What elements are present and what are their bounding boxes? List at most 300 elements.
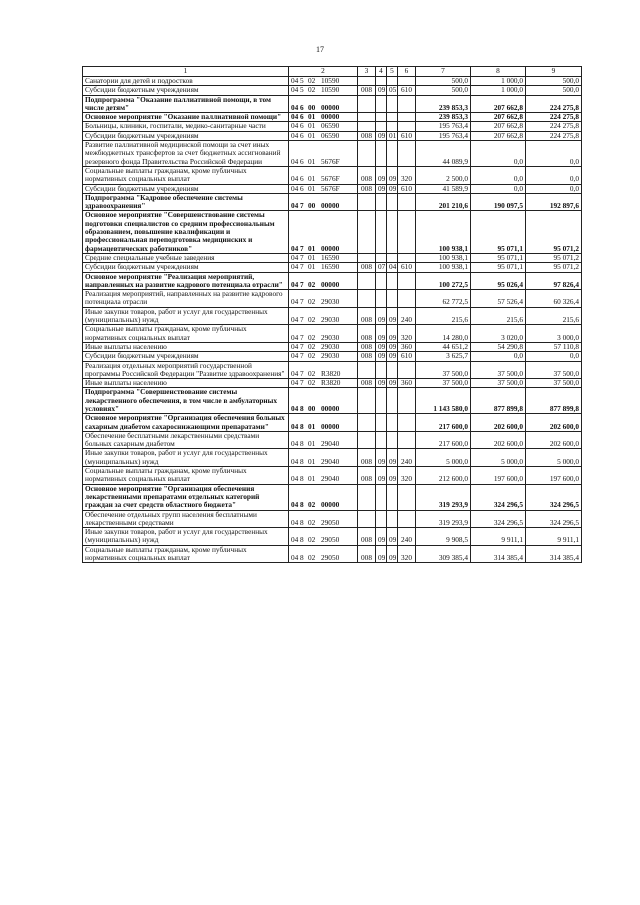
code-direction: 10590 bbox=[321, 85, 340, 95]
column-header: 7 bbox=[416, 67, 471, 77]
code-event: 01 bbox=[308, 262, 316, 272]
table-row bbox=[83, 449, 582, 467]
code-event: 01 bbox=[308, 174, 316, 184]
code-subprogram: 7 bbox=[300, 297, 304, 307]
row-section bbox=[376, 431, 387, 449]
row-value-8: 1 000,0 bbox=[471, 86, 526, 95]
code-subprogram: 8 bbox=[300, 535, 304, 545]
row-value-7: 309 385,4 bbox=[416, 545, 471, 563]
code-event: 00 bbox=[308, 102, 316, 112]
row-value-7: 217 600,0 bbox=[416, 414, 471, 432]
row-value-7: 37 500,0 bbox=[416, 361, 471, 379]
row-section bbox=[376, 211, 387, 253]
row-section bbox=[376, 141, 387, 167]
code-program: 04 bbox=[291, 112, 299, 122]
code-program: 04 bbox=[291, 156, 299, 166]
row-value-7: 215,6 bbox=[416, 307, 471, 325]
row-value-9: 877 899,8 bbox=[526, 388, 582, 414]
code-program: 04 bbox=[291, 131, 299, 140]
row-value-7: 195 763,4 bbox=[416, 122, 471, 131]
code-subprogram: 8 bbox=[300, 421, 304, 431]
row-ministry: 008 bbox=[358, 449, 376, 467]
row-subsection: 09 bbox=[387, 352, 398, 361]
row-expense-type bbox=[398, 272, 416, 290]
column-header: 9 bbox=[526, 67, 582, 77]
row-code bbox=[289, 77, 358, 86]
code-direction: 29030 bbox=[321, 332, 340, 342]
code-subprogram: 6 bbox=[300, 156, 304, 166]
code-program: 04 bbox=[291, 315, 299, 325]
row-value-7: 5 000,0 bbox=[416, 449, 471, 467]
code-program: 04 bbox=[291, 253, 299, 262]
row-value-9: 314 385,4 bbox=[526, 545, 582, 563]
row-subsection: 09 bbox=[387, 449, 398, 467]
row-section: 09 bbox=[376, 307, 387, 325]
row-section: 09 bbox=[376, 379, 387, 388]
code-program: 04 bbox=[291, 474, 299, 484]
code-direction: 00000 bbox=[321, 243, 340, 253]
row-name: Субсидии бюджетным учреждениям bbox=[83, 131, 289, 140]
code-event: 00 bbox=[308, 201, 316, 211]
row-name: Основное мероприятие "Организация обеспечения лекарственными препаратами отдельных категорий граждан за счет средств областного бюджета" bbox=[83, 484, 289, 510]
row-expense-type bbox=[398, 113, 416, 122]
table-row bbox=[83, 528, 582, 546]
row-value-8: 95 071,1 bbox=[471, 253, 526, 262]
row-ministry bbox=[358, 253, 376, 262]
row-ministry: 008 bbox=[358, 545, 376, 563]
row-value-7: 319 293,9 bbox=[416, 510, 471, 528]
table-row bbox=[83, 86, 582, 95]
row-value-9: 192 897,6 bbox=[526, 193, 582, 211]
row-value-7: 500,0 bbox=[416, 77, 471, 86]
row-expense-type: 610 bbox=[398, 263, 416, 272]
table-row bbox=[83, 131, 582, 140]
code-subprogram: 6 bbox=[300, 184, 304, 193]
code-subprogram: 8 bbox=[300, 456, 304, 466]
row-section: 09 bbox=[376, 184, 387, 193]
code-subprogram: 7 bbox=[300, 351, 304, 361]
row-value-7: 201 210,6 bbox=[416, 193, 471, 211]
row-value-7: 500,0 bbox=[416, 86, 471, 95]
code-direction: 00000 bbox=[321, 403, 340, 413]
code-subprogram: 8 bbox=[300, 439, 304, 449]
code-subprogram: 8 bbox=[300, 500, 304, 510]
row-value-9: 324 296,5 bbox=[526, 510, 582, 528]
code-program: 04 bbox=[291, 297, 299, 307]
table-row bbox=[83, 263, 582, 272]
row-value-9: 37 500,0 bbox=[526, 379, 582, 388]
code-direction: 29030 bbox=[321, 351, 340, 361]
code-event: 02 bbox=[308, 553, 316, 563]
row-expense-type: 610 bbox=[398, 131, 416, 140]
row-subsection bbox=[387, 253, 398, 262]
code-direction: 29050 bbox=[321, 517, 340, 527]
code-direction: 00000 bbox=[321, 500, 340, 510]
table-row bbox=[83, 352, 582, 361]
code-program: 04 bbox=[291, 378, 299, 388]
row-value-7: 195 763,4 bbox=[416, 131, 471, 140]
row-value-8: 5 000,0 bbox=[471, 449, 526, 467]
row-section bbox=[376, 122, 387, 131]
code-direction: 29040 bbox=[321, 474, 340, 484]
row-code bbox=[289, 193, 358, 211]
row-subsection: 09 bbox=[387, 307, 398, 325]
row-value-8: 0,0 bbox=[471, 352, 526, 361]
code-event: 01 bbox=[308, 474, 316, 484]
row-value-7: 319 293,9 bbox=[416, 484, 471, 510]
row-section bbox=[376, 388, 387, 414]
table-row bbox=[83, 388, 582, 414]
row-value-8: 0,0 bbox=[471, 141, 526, 167]
row-ministry bbox=[358, 361, 376, 379]
row-section bbox=[376, 113, 387, 122]
row-section: 09 bbox=[376, 528, 387, 546]
row-value-7: 217 600,0 bbox=[416, 431, 471, 449]
code-program: 04 bbox=[291, 121, 299, 131]
row-code bbox=[289, 388, 358, 414]
page-number: 17 bbox=[316, 45, 324, 54]
row-section: 09 bbox=[376, 325, 387, 343]
row-value-9: 37 500,0 bbox=[526, 361, 582, 379]
row-value-7: 44 089,9 bbox=[416, 141, 471, 167]
code-direction: 29040 bbox=[321, 456, 340, 466]
row-section: 09 bbox=[376, 342, 387, 351]
table-row bbox=[83, 253, 582, 262]
row-expense-type: 320 bbox=[398, 325, 416, 343]
row-value-7: 9 908,5 bbox=[416, 528, 471, 546]
code-event: 02 bbox=[308, 332, 316, 342]
row-ministry bbox=[358, 193, 376, 211]
code-direction: 29040 bbox=[321, 439, 340, 449]
row-code bbox=[289, 272, 358, 290]
row-expense-type bbox=[398, 510, 416, 528]
row-value-9: 224 275,8 bbox=[526, 122, 582, 131]
column-header: 8 bbox=[471, 67, 526, 77]
row-name: Подпрограмма "Кадровое обеспечение системы здравоохранения" bbox=[83, 193, 289, 211]
column-header: 1 bbox=[83, 67, 289, 77]
row-expense-type: 610 bbox=[398, 86, 416, 95]
row-name: Иные закупки товаров, работ и услуг для государственных (муниципальных) нужд bbox=[83, 449, 289, 467]
row-code bbox=[289, 545, 358, 563]
row-ministry: 008 bbox=[358, 528, 376, 546]
row-value-8: 0,0 bbox=[471, 184, 526, 193]
code-event: 02 bbox=[308, 297, 316, 307]
table-body bbox=[83, 77, 582, 563]
code-program: 04 bbox=[291, 262, 299, 272]
row-value-8: 207 662,8 bbox=[471, 95, 526, 113]
row-section bbox=[376, 95, 387, 113]
code-subprogram: 7 bbox=[300, 315, 304, 325]
row-code bbox=[289, 414, 358, 432]
row-code bbox=[289, 290, 358, 308]
row-subsection bbox=[387, 388, 398, 414]
row-ministry: 008 bbox=[358, 467, 376, 485]
row-name: Иные закупки товаров, работ и услуг для государственных (муниципальных) нужд bbox=[83, 307, 289, 325]
code-direction: 00000 bbox=[321, 421, 340, 431]
row-value-8: 3 020,0 bbox=[471, 325, 526, 343]
code-direction: 06590 bbox=[321, 121, 340, 131]
row-value-8: 9 911,1 bbox=[471, 528, 526, 546]
code-subprogram: 7 bbox=[300, 253, 304, 262]
row-subsection: 04 bbox=[387, 263, 398, 272]
row-code bbox=[289, 325, 358, 343]
row-name: Основное мероприятие "Оказание паллиативной помощи" bbox=[83, 113, 289, 122]
row-expense-type: 360 bbox=[398, 342, 416, 351]
row-name: Санатории для детей и подростков bbox=[83, 77, 289, 86]
row-name: Больницы, клиники, госпитали, медико-санитарные части bbox=[83, 122, 289, 131]
row-ministry bbox=[358, 290, 376, 308]
row-value-8: 324 296,5 bbox=[471, 484, 526, 510]
row-code bbox=[289, 263, 358, 272]
row-value-9: 224 275,8 bbox=[526, 131, 582, 140]
row-value-9: 97 826,4 bbox=[526, 272, 582, 290]
table-row bbox=[83, 211, 582, 253]
row-subsection: 09 bbox=[387, 342, 398, 351]
code-program: 04 bbox=[291, 500, 299, 510]
table-row bbox=[83, 361, 582, 379]
row-ministry bbox=[358, 431, 376, 449]
row-name: Субсидии бюджетным учреждениям bbox=[83, 352, 289, 361]
code-program: 04 bbox=[291, 243, 299, 253]
row-value-9: 197 600,0 bbox=[526, 467, 582, 485]
column-header: 3 bbox=[358, 67, 376, 77]
code-event: 01 bbox=[308, 439, 316, 449]
row-ministry: 008 bbox=[358, 307, 376, 325]
row-name: Иные выплаты населению bbox=[83, 342, 289, 351]
row-value-9: 0,0 bbox=[526, 184, 582, 193]
row-code bbox=[289, 510, 358, 528]
row-expense-type bbox=[398, 77, 416, 86]
row-expense-type: 240 bbox=[398, 528, 416, 546]
row-code bbox=[289, 211, 358, 253]
code-program: 04 bbox=[291, 421, 299, 431]
table-row bbox=[83, 113, 582, 122]
table-row bbox=[83, 379, 582, 388]
row-subsection bbox=[387, 414, 398, 432]
code-event: 02 bbox=[308, 279, 316, 289]
row-subsection: 09 bbox=[387, 166, 398, 184]
row-code bbox=[289, 141, 358, 167]
row-value-9: 500,0 bbox=[526, 77, 582, 86]
code-subprogram: 7 bbox=[300, 279, 304, 289]
row-value-8: 37 500,0 bbox=[471, 379, 526, 388]
row-subsection bbox=[387, 193, 398, 211]
code-event: 02 bbox=[308, 85, 316, 95]
row-subsection bbox=[387, 431, 398, 449]
code-subprogram: 7 bbox=[300, 342, 304, 351]
row-ministry bbox=[358, 113, 376, 122]
code-direction: 5676F bbox=[321, 174, 340, 184]
code-direction: 06590 bbox=[321, 131, 340, 140]
row-ministry: 008 bbox=[358, 184, 376, 193]
code-direction: 5676F bbox=[321, 184, 340, 193]
row-section bbox=[376, 253, 387, 262]
code-direction: 16590 bbox=[321, 253, 340, 262]
row-code bbox=[289, 484, 358, 510]
code-event: 01 bbox=[308, 253, 316, 262]
row-value-8: 877 899,8 bbox=[471, 388, 526, 414]
row-ministry bbox=[358, 122, 376, 131]
row-value-7: 37 500,0 bbox=[416, 379, 471, 388]
row-value-8: 57 526,4 bbox=[471, 290, 526, 308]
row-subsection bbox=[387, 484, 398, 510]
row-name: Социальные выплаты гражданам, кроме публичных нормативных социальных выплат bbox=[83, 325, 289, 343]
code-program: 04 bbox=[291, 102, 299, 112]
code-direction: 5676F bbox=[321, 156, 340, 166]
row-code bbox=[289, 431, 358, 449]
row-value-8: 324 296,5 bbox=[471, 510, 526, 528]
row-expense-type bbox=[398, 193, 416, 211]
budget-table bbox=[82, 66, 582, 563]
row-name: Основное мероприятие "Совершенствование системы подготовки специалистов со средним профессиональным образованием, повышение квалификации и профессиональная переподготовка медицинских и фармацевтических работников" bbox=[83, 211, 289, 253]
table-row bbox=[83, 325, 582, 343]
row-name: Средние специальные учебные заведения bbox=[83, 253, 289, 262]
row-value-9: 215,6 bbox=[526, 307, 582, 325]
table-row bbox=[83, 272, 582, 290]
code-program: 04 bbox=[291, 535, 299, 545]
row-subsection: 09 bbox=[387, 325, 398, 343]
code-event: 01 bbox=[308, 184, 316, 193]
row-ministry bbox=[358, 211, 376, 253]
row-value-7: 100 938,1 bbox=[416, 211, 471, 253]
row-value-9: 0,0 bbox=[526, 352, 582, 361]
row-code bbox=[289, 528, 358, 546]
column-number-row bbox=[83, 67, 582, 77]
row-expense-type bbox=[398, 253, 416, 262]
row-section: 09 bbox=[376, 352, 387, 361]
row-value-7: 100 272,5 bbox=[416, 272, 471, 290]
row-name: Обеспечение отдельных групп населения бесплатными лекарственными средствами bbox=[83, 510, 289, 528]
code-program: 04 bbox=[291, 403, 299, 413]
row-code bbox=[289, 86, 358, 95]
row-value-8: 202 600,0 bbox=[471, 414, 526, 432]
row-subsection bbox=[387, 361, 398, 379]
code-direction: 00000 bbox=[321, 112, 340, 122]
row-expense-type: 610 bbox=[398, 352, 416, 361]
row-name: Субсидии бюджетным учреждениям bbox=[83, 263, 289, 272]
row-name: Иные закупки товаров, работ и услуг для государственных (муниципальных) нужд bbox=[83, 528, 289, 546]
row-value-8: 95 071,1 bbox=[471, 263, 526, 272]
code-direction: 29030 bbox=[321, 342, 340, 351]
row-name: Социальные выплаты гражданам, кроме публичных нормативных социальных выплат bbox=[83, 467, 289, 485]
row-section: 09 bbox=[376, 131, 387, 140]
row-ministry: 008 bbox=[358, 379, 376, 388]
row-value-7: 239 853,3 bbox=[416, 113, 471, 122]
row-value-9: 224 275,8 bbox=[526, 113, 582, 122]
row-name: Реализация мероприятий, направленных на развитие кадрового потенциала отрасли bbox=[83, 290, 289, 308]
code-event: 01 bbox=[308, 112, 316, 122]
row-section bbox=[376, 77, 387, 86]
code-program: 04 bbox=[291, 201, 299, 211]
code-event: 01 bbox=[308, 121, 316, 131]
code-direction: R3820 bbox=[321, 378, 341, 388]
row-expense-type: 610 bbox=[398, 184, 416, 193]
row-subsection bbox=[387, 141, 398, 167]
row-code bbox=[289, 95, 358, 113]
code-direction: 16590 bbox=[321, 262, 340, 272]
row-ministry bbox=[358, 388, 376, 414]
code-subprogram: 6 bbox=[300, 174, 304, 184]
row-expense-type: 320 bbox=[398, 545, 416, 563]
code-program: 04 bbox=[291, 517, 299, 527]
code-event: 02 bbox=[308, 315, 316, 325]
code-event: 01 bbox=[308, 421, 316, 431]
table-row bbox=[83, 484, 582, 510]
code-event: 02 bbox=[308, 368, 316, 378]
table-row bbox=[83, 95, 582, 113]
row-expense-type: 360 bbox=[398, 379, 416, 388]
row-subsection: 09 bbox=[387, 184, 398, 193]
table-row bbox=[83, 414, 582, 432]
row-expense-type bbox=[398, 211, 416, 253]
code-program: 04 bbox=[291, 553, 299, 563]
row-name: Основное мероприятие "Организация обеспечения больных сахарным диабетом сахароснижающими препаратами" bbox=[83, 414, 289, 432]
row-expense-type bbox=[398, 95, 416, 113]
row-value-7: 14 280,0 bbox=[416, 325, 471, 343]
row-section: 09 bbox=[376, 545, 387, 563]
row-value-9: 57 110,8 bbox=[526, 342, 582, 351]
row-expense-type: 320 bbox=[398, 467, 416, 485]
row-value-9: 3 000,0 bbox=[526, 325, 582, 343]
code-subprogram: 7 bbox=[300, 201, 304, 211]
code-direction: 00000 bbox=[321, 102, 340, 112]
row-section: 07 bbox=[376, 263, 387, 272]
row-value-9: 5 000,0 bbox=[526, 449, 582, 467]
row-value-9: 9 911,1 bbox=[526, 528, 582, 546]
row-code bbox=[289, 307, 358, 325]
code-program: 04 bbox=[291, 342, 299, 351]
row-subsection: 05 bbox=[387, 86, 398, 95]
row-expense-type bbox=[398, 484, 416, 510]
row-ministry bbox=[358, 95, 376, 113]
code-subprogram: 8 bbox=[300, 553, 304, 563]
row-ministry bbox=[358, 484, 376, 510]
code-direction: 29050 bbox=[321, 535, 340, 545]
row-subsection: 09 bbox=[387, 379, 398, 388]
code-event: 02 bbox=[308, 342, 316, 351]
code-subprogram: 7 bbox=[300, 378, 304, 388]
row-name: Развитие паллиативной медицинской помощи за счет иных межбюджетных трансфертов за счет бюджетных ассигнований резервного фонда Правительства Российской Федерации bbox=[83, 141, 289, 167]
row-code bbox=[289, 253, 358, 262]
row-subsection bbox=[387, 122, 398, 131]
row-value-9: 224 275,8 bbox=[526, 95, 582, 113]
row-code bbox=[289, 361, 358, 379]
column-header: 5 bbox=[387, 67, 398, 77]
code-subprogram: 6 bbox=[300, 102, 304, 112]
row-section bbox=[376, 272, 387, 290]
row-subsection: 09 bbox=[387, 545, 398, 563]
row-value-9: 95 071,2 bbox=[526, 263, 582, 272]
code-event: 01 bbox=[308, 243, 316, 253]
row-ministry: 008 bbox=[358, 263, 376, 272]
row-value-9: 95 071,2 bbox=[526, 253, 582, 262]
row-value-7: 2 500,0 bbox=[416, 166, 471, 184]
row-ministry bbox=[358, 414, 376, 432]
row-value-9: 60 326,4 bbox=[526, 290, 582, 308]
row-code bbox=[289, 342, 358, 351]
row-ministry: 008 bbox=[358, 342, 376, 351]
row-value-9: 324 296,5 bbox=[526, 484, 582, 510]
code-program: 04 bbox=[291, 76, 299, 85]
row-section: 09 bbox=[376, 467, 387, 485]
code-direction: 00000 bbox=[321, 201, 340, 211]
table-row bbox=[83, 141, 582, 167]
code-program: 04 bbox=[291, 184, 299, 193]
row-section: 09 bbox=[376, 166, 387, 184]
row-code bbox=[289, 184, 358, 193]
row-value-7: 44 651,2 bbox=[416, 342, 471, 351]
code-subprogram: 7 bbox=[300, 262, 304, 272]
